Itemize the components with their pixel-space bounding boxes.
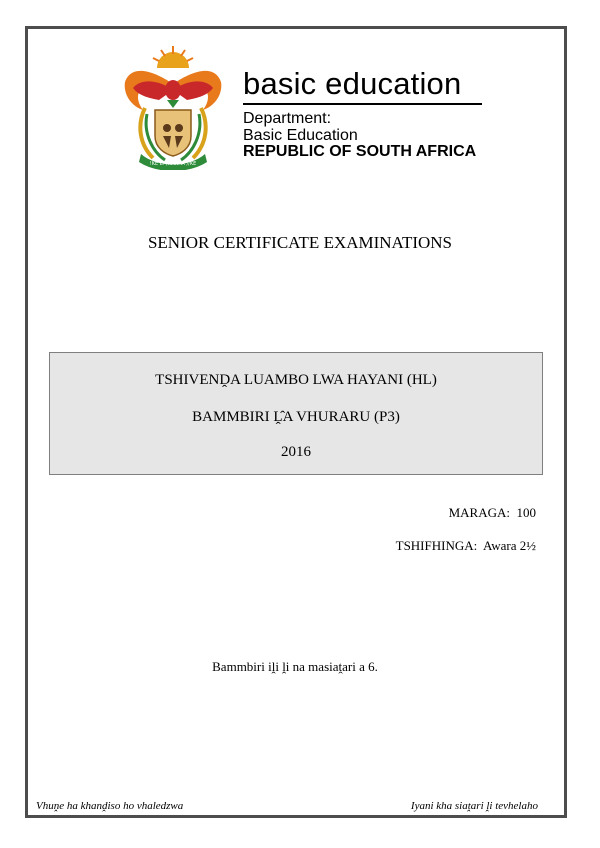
department-name: Basic Education — [243, 127, 358, 144]
brand-divider — [243, 103, 482, 105]
subject-name: TSHIVENḒA LUAMBO LWA HAYANI (HL) — [155, 372, 437, 388]
footer-continue: Iyani kha siaṱari ḽi tevhelaho — [410, 800, 538, 812]
exam-year: 2016 — [281, 444, 311, 460]
footer-copyright: Vhuṋe ha khanḓiso ho vhaledzwa — [36, 800, 184, 812]
department-label: Department: — [243, 110, 332, 127]
time-label: TSHIFHINGA: — [395, 538, 478, 553]
marks-line — [449, 505, 536, 521]
paper-name: BAMMBIRI Ḽ̂A VHURARU (P3) — [192, 409, 400, 425]
brand-title: basic education — [243, 66, 462, 101]
coat-of-arms-icon — [123, 44, 223, 170]
time-value: Awara 2½ — [483, 538, 536, 553]
crest-motto: !KE E: /XARRA //KE — [149, 161, 197, 167]
page-count-note: Bammbiri iḽi ḽi na masiaṱari a 6. — [212, 659, 378, 674]
time-line — [396, 538, 536, 554]
subject-box — [49, 352, 543, 475]
marks-label: MARAGA: — [448, 505, 510, 520]
exam-title: SENIOR CERTIFICATE EXAMINATIONS — [147, 233, 453, 252]
marks-value: 100 — [516, 505, 536, 520]
country-name: REPUBLIC OF SOUTH AFRICA — [243, 143, 477, 160]
